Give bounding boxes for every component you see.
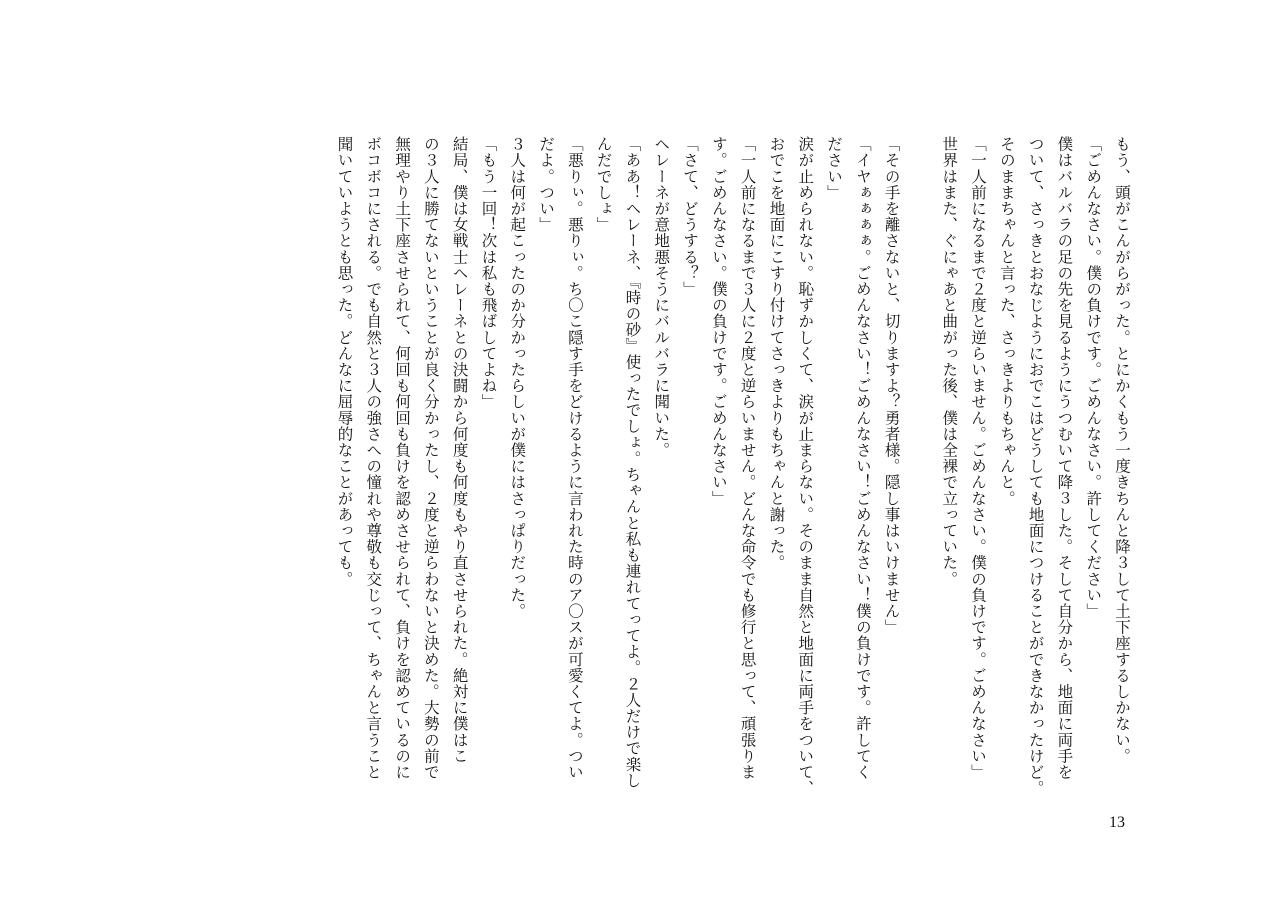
text-line: す。ごめんなさい。僕の負けです。ごめんなさい」	[709, 136, 728, 507]
text-line: ださい」	[825, 136, 844, 201]
text-line: 結局、僕は女戦士ヘレーネとの決闘から何度も何度もやり直させられた。絶対に僕はこ	[450, 136, 469, 764]
vertical-text-body	[330, 136, 1136, 801]
text-line: 涙が止められない。恥ずかしくて、涙が止まらない。そのまま自然と地面に両手をついて、	[796, 136, 815, 797]
text-line: おでこを地面にこすり付けてさっきよりもちゃんと謝った。	[767, 136, 786, 571]
text-line: 「一人前になるまで３人に２度と逆らいません。どんな命令でも修行と思って、頑張りま	[738, 136, 757, 780]
text-line: もう、頭がこんがらがった。とにかくもう一度きちんと降３して土下座するしかない。	[1113, 136, 1131, 764]
page-number: 13	[1109, 814, 1125, 831]
text-line: ３人は何が起こったのか分かったらしいが僕にはさっぱりだった。	[508, 136, 527, 619]
text-line: ボコボコにされる。でも自然と３人の強さへの憧れや尊敬も交じって、ちゃんと言うこと	[364, 136, 383, 780]
text-line: 「もう一回！次は私も飛ばしてよね」	[479, 136, 498, 410]
text-line: 聞いていようとも思った。どんなに屈辱的なことがあっても。	[335, 136, 354, 587]
text-line: 「ごめんなさい。僕の負けです。ごめんなさい。許してください」	[1084, 136, 1103, 619]
text-line: 「ああ！ヘレーネ、『時の砂』使ったでしょ。ちゃんと私も連れてってよ。２人だけで楽し	[623, 136, 642, 789]
text-line: そのままちゃんと言った、さっきよりもちゃんと。	[997, 136, 1016, 507]
text-line: 世界はまた、ぐにゃあと曲がった後、僕は全裸で立っていた。	[940, 136, 959, 587]
blank-line	[906, 136, 935, 801]
text-line: ついて、さっきとおなじようにおでこはどうしても地面につけることができなかったけど。	[1026, 136, 1045, 797]
text-line: 「悪りぃ。悪りぃ。ち〇こ隠す手をどけるように言われた時のア〇スが可愛くてよ。つい	[565, 136, 584, 780]
text-line: だよ。つい」	[537, 136, 556, 233]
text-line: の３人に勝てないということが良く分かったし、２度と逆らわないと決めた。大勢の前で	[421, 136, 440, 780]
text-line: 「イヤぁぁぁぁ。ごめんなさい！ごめんなさい！ごめんなさい！僕の負けです。許してく	[853, 136, 872, 780]
text-line: 「一人前になるまで２度と逆らいません。ごめんなさい。僕の負けです。ごめんなさい」	[969, 136, 988, 780]
text-line: 僕はバルバラの足の先を見るようにうつむいて降３した。そして自分から、地面に両手を	[1055, 136, 1074, 780]
text-line: 無理やり土下座させられて、何回も何回も負けを認めさせられて、負けを認めているのに	[393, 136, 412, 780]
text-line: んだでしょ」	[594, 136, 613, 233]
text-line: 「さて、どうする？」	[681, 136, 700, 297]
text-line: ヘレーネが意地悪そうにバルバラに聞いた。	[652, 136, 671, 458]
text-line: 「その手を離さないと、切りますよ？勇者様。隠し事はいけません」	[882, 136, 901, 636]
